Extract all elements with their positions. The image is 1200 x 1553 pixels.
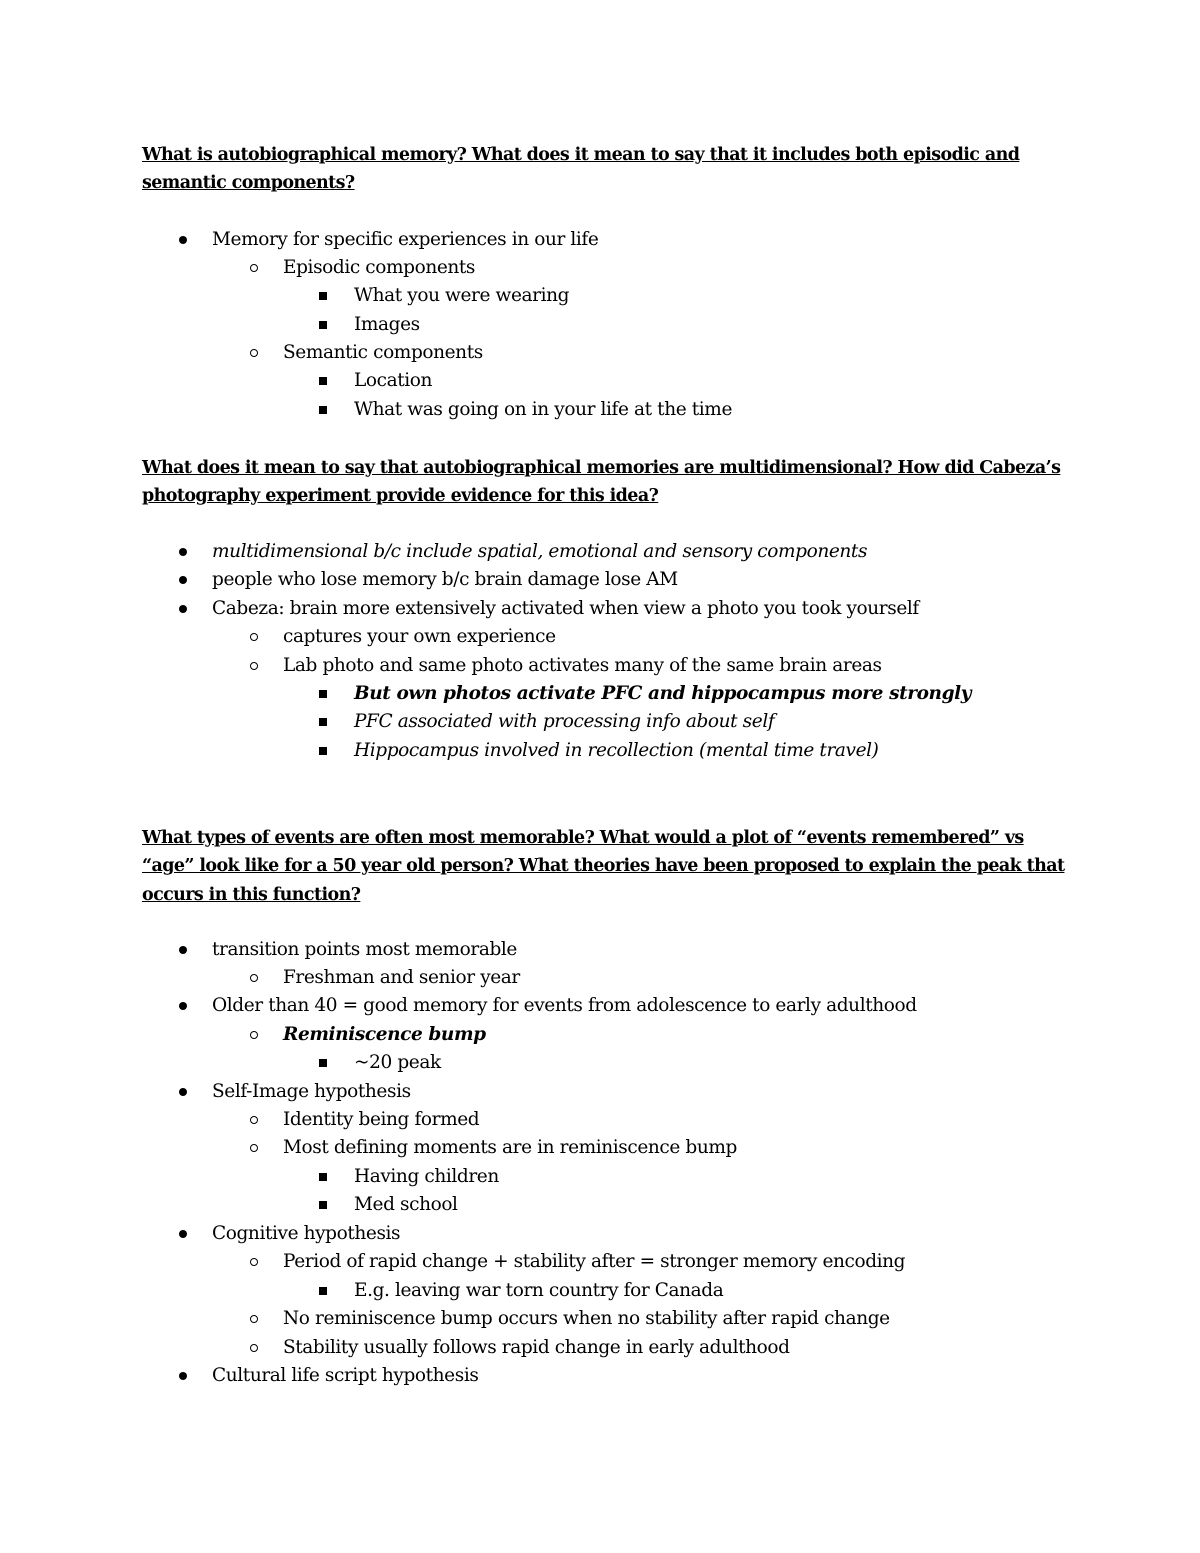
list-item (354, 396, 732, 424)
list-item (354, 680, 971, 708)
list-item-text: Semantic components (283, 342, 483, 363)
list-item-text: Stability usually follows rapid change in early adulthood (283, 1337, 790, 1358)
list-item-text: captures your own experience (283, 626, 556, 647)
list-item-text: Cabeza: brain more extensively activated when view a photo you took yourself (212, 598, 919, 619)
list-item (354, 367, 432, 395)
hollow-circle-bullet-icon (250, 1315, 258, 1323)
list-item (283, 1021, 486, 1049)
filled-circle-bullet-icon (179, 236, 187, 244)
list-item (212, 226, 598, 254)
hollow-circle-bullet-icon (250, 1258, 258, 1266)
section-heading-autobiographical-memory: What is autobiographical memory? What does it mean to say that it includes both episodic and semantic components? (142, 145, 1020, 194)
list-item (283, 1134, 737, 1162)
hollow-circle-bullet-icon (250, 264, 258, 272)
filled-circle-bullet-icon (179, 548, 187, 556)
square-bullet-icon (319, 690, 327, 698)
list-item (212, 936, 517, 964)
filled-circle-bullet-icon (179, 1230, 187, 1238)
list-item-text: Period of rapid change + stability after = stronger memory encoding (283, 1251, 906, 1272)
list-item (212, 1220, 400, 1248)
list-item (354, 311, 420, 339)
list-item-text: Cultural life script hypothesis (212, 1365, 479, 1386)
list-item (354, 737, 878, 765)
hollow-circle-bullet-icon (250, 1031, 258, 1039)
list-item (283, 1248, 905, 1276)
list-item-text: Episodic components (283, 257, 476, 278)
square-bullet-icon (319, 747, 327, 755)
hollow-circle-bullet-icon (250, 633, 258, 641)
list-item (354, 1191, 458, 1219)
list-item (283, 339, 483, 367)
list-item-text: Hippocampus involved in recollection (mental time travel) (354, 740, 879, 761)
list-item (212, 595, 919, 623)
hollow-circle-bullet-icon (250, 349, 258, 357)
list-item (283, 652, 882, 680)
list-item-text: No reminiscence bump occurs when no stability after rapid change (283, 1308, 890, 1329)
square-bullet-icon (319, 292, 327, 300)
list-item (212, 538, 867, 566)
list-item (212, 1078, 411, 1106)
list-item-text: transition points most memorable (212, 939, 517, 960)
list-item (283, 254, 475, 282)
section-heading-multidimensional: What does it mean to say that autobiographical memories are multidimensional? How did Cabeza’s photography experiment provide evidence for this idea? (142, 458, 1061, 507)
filled-circle-bullet-icon (179, 1002, 187, 1010)
list-item-text: What was going on in your life at the time (354, 399, 732, 420)
list-item-text: Having children (354, 1166, 499, 1187)
list-item-text: Images (354, 314, 420, 335)
list-item (283, 964, 520, 992)
list-item-text: Med school (354, 1194, 458, 1215)
list-item-text: Cognitive hypothesis (212, 1223, 401, 1244)
list-item-text: Older than 40 = good memory for events from adolescence to early adulthood (212, 995, 917, 1016)
list-item (354, 1277, 723, 1305)
list-item (354, 1163, 499, 1191)
hollow-circle-bullet-icon (250, 1344, 258, 1352)
list-item (354, 1049, 441, 1077)
list-item-text: Location (354, 370, 433, 391)
list-item (354, 708, 774, 736)
square-bullet-icon (319, 1173, 327, 1181)
filled-circle-bullet-icon (179, 605, 187, 613)
square-bullet-icon (319, 406, 327, 414)
hollow-circle-bullet-icon (250, 974, 258, 982)
list-item (354, 282, 569, 310)
filled-circle-bullet-icon (179, 1088, 187, 1096)
filled-circle-bullet-icon (179, 576, 187, 584)
square-bullet-icon (319, 1201, 327, 1209)
list-item-text: people who lose memory b/c brain damage lose AM (212, 569, 678, 590)
filled-circle-bullet-icon (179, 946, 187, 954)
list-item (212, 1362, 478, 1390)
list-item-text: multidimensional b/c include spatial, emotional and sensory components (212, 541, 868, 562)
list-item-text: Self-Image hypothesis (212, 1081, 411, 1102)
list-item-text: PFC associated with processing info about self (354, 711, 775, 732)
square-bullet-icon (319, 321, 327, 329)
list-item (283, 623, 556, 651)
list-item-text: E.g. leaving war torn country for Canada (354, 1280, 724, 1301)
list-item (212, 566, 678, 594)
list-item-text: What you were wearing (354, 285, 570, 306)
list-item (283, 1334, 790, 1362)
hollow-circle-bullet-icon (250, 1144, 258, 1152)
section-heading-memorable-events: What types of events are often most memorable? What would a plot of “events remembered” vs “age” look like for a 50 year old person? What theories have been proposed to explain the peak that occurs in this function? (142, 828, 1065, 905)
list-item-text: Most defining moments are in reminiscence bump (283, 1137, 737, 1158)
list-item-text: Reminiscence bump (283, 1024, 486, 1045)
hollow-circle-bullet-icon (250, 1116, 258, 1124)
square-bullet-icon (319, 718, 327, 726)
list-item (283, 1106, 479, 1134)
list-item-text: Identity being formed (283, 1109, 480, 1130)
hollow-circle-bullet-icon (250, 662, 258, 670)
filled-circle-bullet-icon (179, 1372, 187, 1380)
square-bullet-icon (319, 1287, 327, 1295)
list-item-text: But own photos activate PFC and hippocampus more strongly (354, 683, 972, 704)
list-item (212, 992, 917, 1020)
list-item (283, 1305, 890, 1333)
list-item-text: ~20 peak (354, 1052, 441, 1073)
square-bullet-icon (319, 1059, 327, 1067)
square-bullet-icon (319, 377, 327, 385)
list-item-text: Memory for specific experiences in our life (212, 229, 599, 250)
list-item-text: Lab photo and same photo activates many of the same brain areas (283, 655, 882, 676)
list-item-text: Freshman and senior year (283, 967, 520, 988)
